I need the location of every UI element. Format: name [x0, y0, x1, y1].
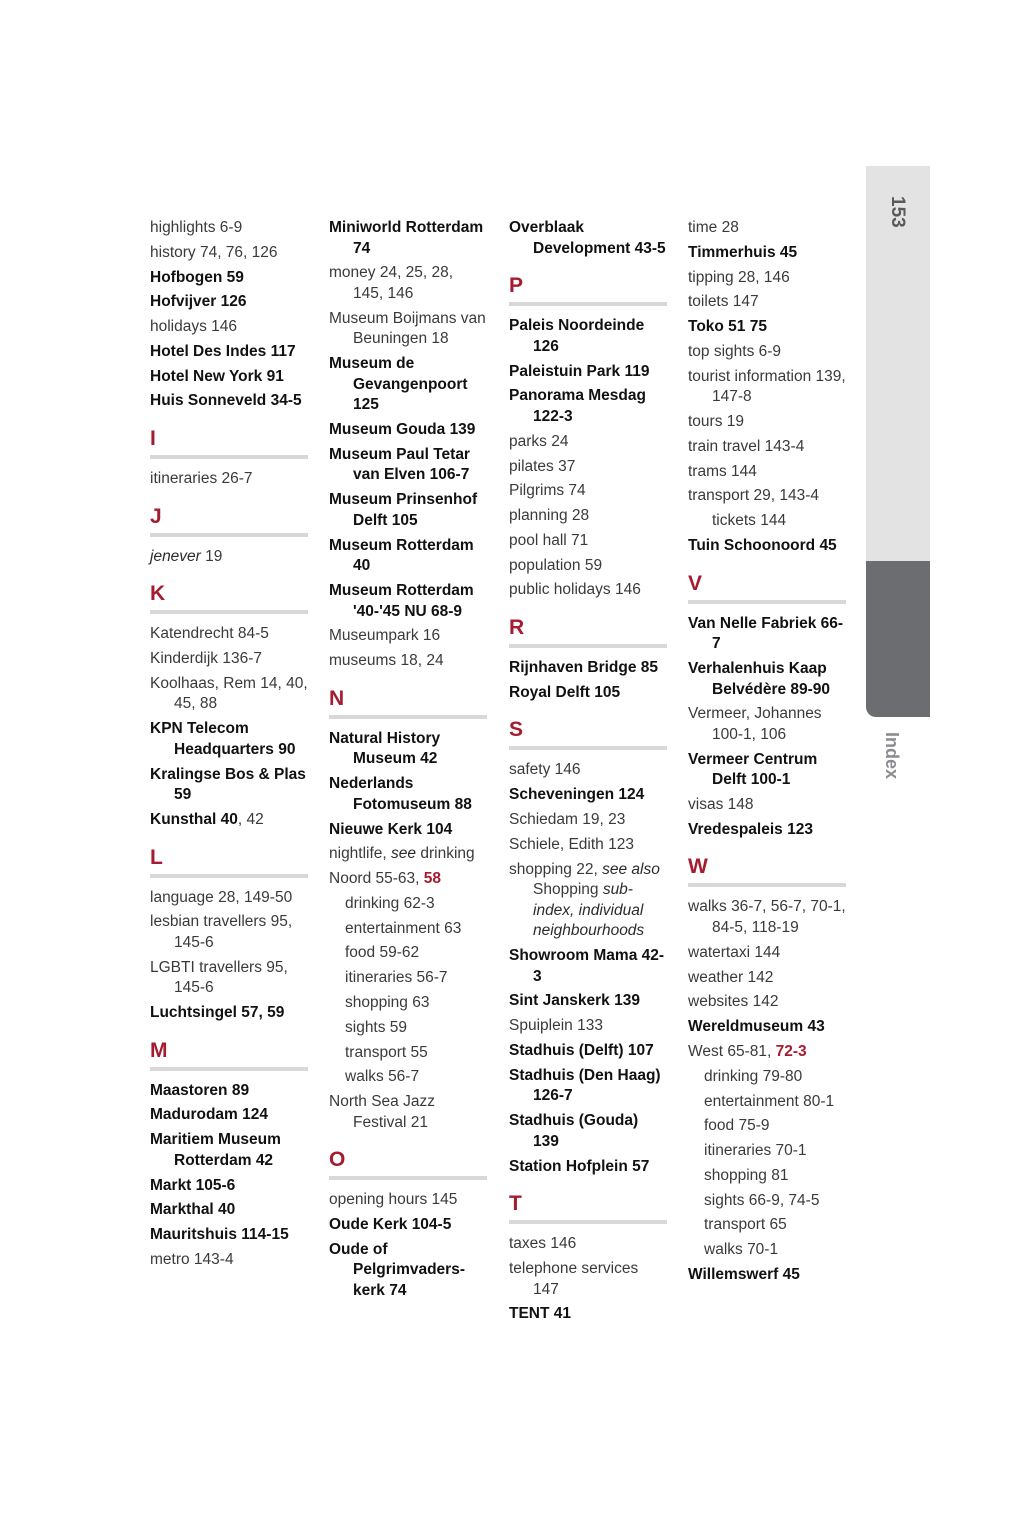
index-entry-text: North Sea Jazz Festival 21	[329, 1093, 435, 1131]
index-entry-text: Kralingse Bos & Plas 59	[150, 765, 306, 804]
index-entry	[509, 835, 667, 856]
index-entry	[329, 581, 487, 622]
index-entry-text: Museum Boijmans van Beuningen 18	[329, 309, 486, 348]
index-entry	[688, 437, 846, 458]
index-entry	[688, 367, 846, 408]
index-entry-text: Vredespaleis 123	[688, 820, 813, 838]
index-entry-text: Madurodam 124	[150, 1106, 269, 1124]
index-entry-text: toilets 147	[688, 293, 759, 311]
index-entry-text: Shopping	[533, 881, 603, 899]
index-entry-text: Tuin Schoonoord 45	[688, 536, 837, 554]
index-entry	[688, 614, 846, 655]
index-entry	[329, 490, 487, 531]
index-entry	[150, 1003, 308, 1024]
index-entry-text: top sights 6-9	[688, 342, 782, 360]
index-entry-text: sights 59	[345, 1018, 408, 1036]
index-entry	[688, 750, 846, 791]
index-subentry	[329, 943, 487, 964]
index-entry-text: Overblaak Development 43-5	[509, 219, 666, 257]
index-entry	[329, 820, 487, 841]
index-entry-text: time 28	[688, 219, 739, 236]
index-entry-text: weather 142	[688, 968, 774, 986]
index-entry-text: Markt 105-6	[150, 1176, 236, 1194]
index-entry	[509, 531, 667, 552]
index-entry-text: Paleistuin Park 119	[509, 362, 650, 380]
index-entry	[150, 469, 308, 490]
index-entry-text: Schiedam 19, 23	[509, 810, 626, 828]
index-entry-text: Paleis Noordeinde 126	[509, 317, 645, 355]
index-subentry	[688, 1240, 846, 1261]
index-entry	[150, 912, 308, 953]
page-tab-dark	[866, 561, 930, 717]
index-entry	[509, 580, 667, 601]
index-entry	[509, 1234, 667, 1255]
index-entry-text: Nederlands Fotomuseum 88	[329, 775, 472, 813]
index-entry	[150, 1250, 308, 1271]
index-entry-text: itineraries 56-7	[345, 969, 448, 987]
index-entry	[150, 547, 308, 568]
index-entry-text: nightlife,	[329, 845, 392, 863]
index-entry	[329, 844, 487, 865]
index-letter-heading: T	[509, 1191, 667, 1224]
index-entry	[329, 626, 487, 647]
index-entry	[150, 268, 308, 289]
index-entry	[329, 536, 487, 577]
index-entry-text: Rijnhaven Bridge 85	[509, 659, 659, 676]
section-label: Index	[882, 732, 902, 780]
index-entry-text: sub-index, individual neighbourhoods	[533, 881, 645, 940]
index-subentry	[329, 1043, 487, 1064]
index-subentry	[329, 1067, 487, 1088]
index-entry	[688, 820, 846, 841]
page-number: 153	[887, 196, 908, 228]
index-entry-text: Hofvijver 126	[150, 293, 247, 311]
index-entry	[329, 263, 487, 304]
index-column-3	[509, 218, 667, 1329]
index-entry-text: tickets 144	[712, 512, 787, 530]
index-subentry	[688, 1116, 846, 1137]
index-entry-text: drinking 79-80	[704, 1067, 803, 1085]
index-entry	[329, 729, 487, 770]
index-entry	[688, 536, 846, 557]
index-entry-text: Hotel New York 91	[150, 367, 284, 385]
index-entry	[509, 760, 667, 781]
index-entry-text: visas 148	[688, 796, 754, 814]
index-entry-text: Timmerhuis 45	[688, 243, 798, 261]
index-entry	[150, 765, 308, 806]
index-entry	[688, 943, 846, 964]
index-entry	[150, 243, 308, 264]
index-letter-heading: O	[329, 1147, 487, 1180]
index-entry-text: telephone services 147	[509, 1259, 639, 1298]
index-entry-text: Museum de Gevangenpoort 125	[329, 355, 468, 414]
index-entry	[150, 674, 308, 715]
index-entry-text: Katendrecht 84-5	[150, 625, 269, 643]
index-entry	[150, 1081, 308, 1102]
index-entry-text: see also	[602, 860, 660, 878]
index-subentry	[688, 1191, 846, 1212]
index-entry	[509, 362, 667, 383]
index-entry	[509, 810, 667, 831]
index-column-4	[688, 218, 846, 1290]
index-entry	[150, 218, 308, 239]
index-entry	[150, 317, 308, 338]
index-entry-text: walks 56-7	[345, 1068, 420, 1086]
index-entry-text: West 65-81,	[688, 1042, 776, 1060]
index-entry-text: Stadhuis (Den Haag) 126-7	[509, 1066, 661, 1105]
index-entry	[688, 1042, 846, 1063]
index-entry-text: drinking	[416, 845, 475, 863]
index-entry-text: pool hall 71	[509, 531, 589, 549]
index-entry	[150, 342, 308, 363]
index-entry	[150, 958, 308, 999]
index-entry	[688, 1017, 846, 1038]
index-entry-text: tours 19	[688, 413, 745, 431]
index-entry-text: Kinderdijk 136-7	[150, 650, 263, 668]
index-entry-text: sights 66-9, 74-5	[704, 1191, 820, 1209]
index-entry	[150, 649, 308, 670]
index-entry	[509, 386, 667, 427]
index-entry-text: websites 142	[688, 993, 779, 1011]
index-entry	[329, 445, 487, 486]
index-entry-text: see	[391, 845, 417, 863]
index-entry-text: transport 29, 143-4	[688, 487, 819, 505]
index-entry-text: taxes 146	[509, 1235, 577, 1253]
index-entry-text: Hofbogen 59	[150, 268, 244, 286]
index-entry	[329, 354, 487, 416]
index-letter-heading: V	[688, 571, 846, 604]
index-subentry	[329, 968, 487, 989]
index-entry-text: walks 70-1	[704, 1241, 779, 1259]
index-entry	[509, 683, 667, 704]
index-entry	[329, 1092, 487, 1133]
index-entry	[509, 218, 667, 259]
index-entry-text: planning 28	[509, 507, 590, 525]
index-entry-text: Museum Paul Tetar van Elven 106-7	[329, 445, 470, 484]
index-entry-text: food 59-62	[345, 944, 420, 962]
index-entry	[688, 412, 846, 433]
index-entry	[688, 268, 846, 289]
index-entry-text: Miniworld Rotterdam 74	[329, 219, 484, 257]
index-entry-text: tipping 28, 146	[688, 268, 790, 286]
index-entry-text: Showroom Mama 42-3	[509, 947, 665, 985]
index-entry-text: Markthal 40	[150, 1201, 236, 1219]
index-entry-text: Museum Rotterdam '40-'45 NU 68-9	[329, 582, 474, 620]
index-entry	[509, 860, 667, 942]
index-entry	[688, 243, 846, 264]
index-entry	[688, 1265, 846, 1286]
index-entry-text: Panorama Mesdag 122-3	[509, 387, 646, 425]
index-entry-text: holidays 146	[150, 318, 238, 336]
index-entry-text: itineraries 70-1	[704, 1142, 807, 1160]
index-entry	[329, 1190, 487, 1211]
index-entry-text: Scheveningen 124	[509, 786, 645, 804]
index-entry-text: Willemswerf 45	[688, 1265, 800, 1283]
index-entry-text: Station Hofplein 57	[509, 1157, 650, 1175]
index-entry	[329, 420, 487, 441]
index-subentry	[329, 894, 487, 915]
index-entry-text: Nieuwe Kerk 104	[329, 820, 453, 838]
index-subentry	[329, 919, 487, 940]
index-column-2	[329, 218, 487, 1306]
index-entry-text: highlights 6-9	[150, 219, 243, 236]
index-entry-text: history 74, 76, 126	[150, 243, 278, 261]
index-entry-text: food 75-9	[704, 1117, 770, 1135]
index-entry	[509, 946, 667, 987]
index-entry	[329, 218, 487, 259]
index-entry	[329, 869, 487, 890]
index-entry	[150, 624, 308, 645]
index-entry-text: tourist information 139, 147-8	[688, 367, 846, 406]
index-entry-text: Van Nelle Fabriek 66-7	[688, 614, 844, 653]
index-entry-text: parks 24	[509, 432, 569, 450]
index-entry-text: itineraries 26-7	[150, 470, 253, 488]
index-letter-heading: P	[509, 273, 667, 306]
index-entry-text: Vermeer, Johannes 100-1, 106	[688, 705, 822, 743]
index-entry-text: Kunsthal 40	[150, 810, 238, 828]
index-entry-text: transport 65	[704, 1216, 787, 1234]
index-entry	[509, 991, 667, 1012]
index-entry	[509, 556, 667, 577]
index-entry-text: Hotel Des Indes 117	[150, 342, 296, 360]
index-entry-text: Museumpark 16	[329, 627, 441, 645]
index-entry-text: Oude of Pelgrimvaders-kerk 74	[329, 1240, 465, 1300]
index-entry	[150, 810, 308, 831]
index-entry-text: Museum Prinsenhof Delft 105	[329, 491, 478, 529]
index-letter-heading: R	[509, 615, 667, 648]
index-entry-text: LGBTI travellers 95, 145-6	[150, 958, 288, 997]
index-entry	[688, 486, 846, 507]
index-entry-text: entertainment 63	[345, 919, 462, 937]
map-page-ref: 72-3	[775, 1042, 807, 1060]
index-entry-text: Schiele, Edith 123	[509, 835, 634, 853]
index-entry-text: Royal Delft 105	[509, 683, 621, 701]
index-subentry	[688, 1215, 846, 1236]
index-entry	[509, 481, 667, 502]
index-entry	[329, 774, 487, 815]
index-letter-heading: I	[150, 426, 308, 459]
index-entry-text: population 59	[509, 556, 603, 574]
index-entry-text: Koolhaas, Rem 14, 40, 45, 88	[150, 674, 308, 713]
index-entry-text: Stadhuis (Gouda) 139	[509, 1112, 639, 1150]
index-subentry	[329, 993, 487, 1014]
index-entry-text: public holidays 146	[509, 581, 641, 599]
index-entry	[688, 795, 846, 816]
index-entry	[509, 1259, 667, 1300]
index-entry	[509, 1016, 667, 1037]
index-entry-text: watertaxi 144	[688, 943, 781, 961]
index-entry	[329, 1240, 487, 1302]
index-entry	[509, 432, 667, 453]
index-entry-text: Natural History Museum 42	[329, 729, 441, 768]
index-entry-text: money 24, 25, 28, 145, 146	[329, 264, 454, 302]
index-subentry	[688, 1166, 846, 1187]
index-entry	[150, 391, 308, 412]
index-entry-text: entertainment 80-1	[704, 1092, 835, 1110]
index-letter-heading: K	[150, 581, 308, 614]
index-entry	[150, 1105, 308, 1126]
index-entry-text: Wereldmuseum 43	[688, 1018, 825, 1036]
index-entry-text: Oude Kerk 104-5	[329, 1216, 452, 1234]
index-entry-text: KPN Telecom Headquarters 90	[150, 720, 296, 758]
index-entry-text: Mauritshuis 114-15	[150, 1226, 289, 1244]
index-subentry	[688, 511, 846, 532]
index-column-1	[150, 218, 308, 1275]
index-entry	[150, 1225, 308, 1246]
index-entry	[150, 1176, 308, 1197]
index-entry-text: TENT 41	[509, 1305, 572, 1323]
index-entry-text: Huis Sonneveld 34-5	[150, 392, 302, 410]
index-entry-text: transport 55	[345, 1043, 428, 1061]
index-entry-text: Verhalenhuis Kaap Belvédère 89-90	[688, 659, 831, 698]
index-entry-text: Spuiplein 133	[509, 1017, 603, 1035]
index-entry	[509, 1041, 667, 1062]
index-entry-text: 19	[200, 547, 223, 565]
index-entry-text: shopping 81	[704, 1166, 789, 1184]
index-entry-text: Toko 51 75	[688, 318, 767, 336]
index-entry	[509, 785, 667, 806]
index-entry-text: Sint Janskerk 139	[509, 992, 640, 1010]
index-entry	[150, 1200, 308, 1221]
index-entry	[329, 309, 487, 350]
index-letter-heading: W	[688, 854, 846, 887]
index-entry-text: Maastoren 89	[150, 1081, 250, 1099]
index-entry	[150, 367, 308, 388]
index-entry-text: train travel 143-4	[688, 437, 805, 455]
index-entry-text: metro 143-4	[150, 1250, 234, 1268]
index-entry	[509, 316, 667, 357]
index-letter-heading: M	[150, 1038, 308, 1071]
index-entry	[150, 292, 308, 313]
index-entry-text: opening hours 145	[329, 1191, 458, 1209]
index-entry	[688, 292, 846, 313]
index-entry-text: Museum Rotterdam 40	[329, 536, 474, 575]
index-entry-text: Stadhuis (Delft) 107	[509, 1042, 654, 1059]
index-entry	[688, 992, 846, 1013]
index-entry	[688, 659, 846, 700]
index-subentry	[688, 1092, 846, 1113]
index-entry-text: drinking 62-3	[345, 894, 435, 912]
index-entry-text: lesbian travellers 95, 145-6	[150, 913, 293, 951]
index-entry-text: shopping 22,	[509, 860, 603, 878]
index-entry	[688, 462, 846, 483]
index-entry	[509, 506, 667, 527]
index-entry	[329, 651, 487, 672]
index-entry	[688, 218, 846, 239]
index-entry	[509, 658, 667, 679]
index-letter-heading: L	[150, 845, 308, 878]
index-entry-text: , 42	[237, 810, 264, 828]
index-entry-text: museums 18, 24	[329, 652, 444, 670]
index-subentry	[688, 1141, 846, 1162]
index-entry	[150, 1130, 308, 1171]
index-entry	[688, 704, 846, 745]
index-entry	[509, 1304, 667, 1325]
index-entry-text: shopping 63	[345, 993, 430, 1011]
index-entry-text: Pilgrims 74	[509, 482, 586, 500]
index-entry-text: language 28, 149-50	[150, 888, 293, 906]
index-letter-heading: S	[509, 717, 667, 750]
index-entry	[150, 719, 308, 760]
index-entry	[509, 1111, 667, 1152]
index-entry	[688, 342, 846, 363]
map-page-ref: 58	[423, 870, 442, 888]
index-subentry	[329, 1018, 487, 1039]
index-entry-text: pilates 37	[509, 457, 576, 475]
index-entry-text: Vermeer Centrum Delft 100-1	[688, 750, 818, 789]
index-letter-heading: N	[329, 686, 487, 719]
index-entry	[329, 1215, 487, 1236]
index-entry-text: walks 36-7, 56-7, 70-1, 84-5, 118-19	[688, 898, 846, 937]
index-entry	[509, 1066, 667, 1107]
index-subentry	[688, 1067, 846, 1088]
index-entry	[688, 317, 846, 338]
index-entry-text: trams 144	[688, 462, 757, 480]
index-entry	[150, 888, 308, 909]
index-entry	[509, 1157, 667, 1178]
index-entry-text: Noord 55-63,	[329, 870, 424, 888]
index-letter-heading: J	[150, 504, 308, 537]
index-entry-text: Museum Gouda 139	[329, 421, 476, 439]
index-entry	[688, 968, 846, 989]
index-entry	[509, 457, 667, 478]
index-entry	[688, 897, 846, 938]
index-entry-text: safety 146	[509, 761, 581, 779]
index-entry-text: Maritiem Museum Rotterdam 42	[150, 1131, 281, 1169]
index-entry-text: jenever	[150, 547, 201, 565]
index-entry-text: Luchtsingel 57, 59	[150, 1004, 285, 1022]
